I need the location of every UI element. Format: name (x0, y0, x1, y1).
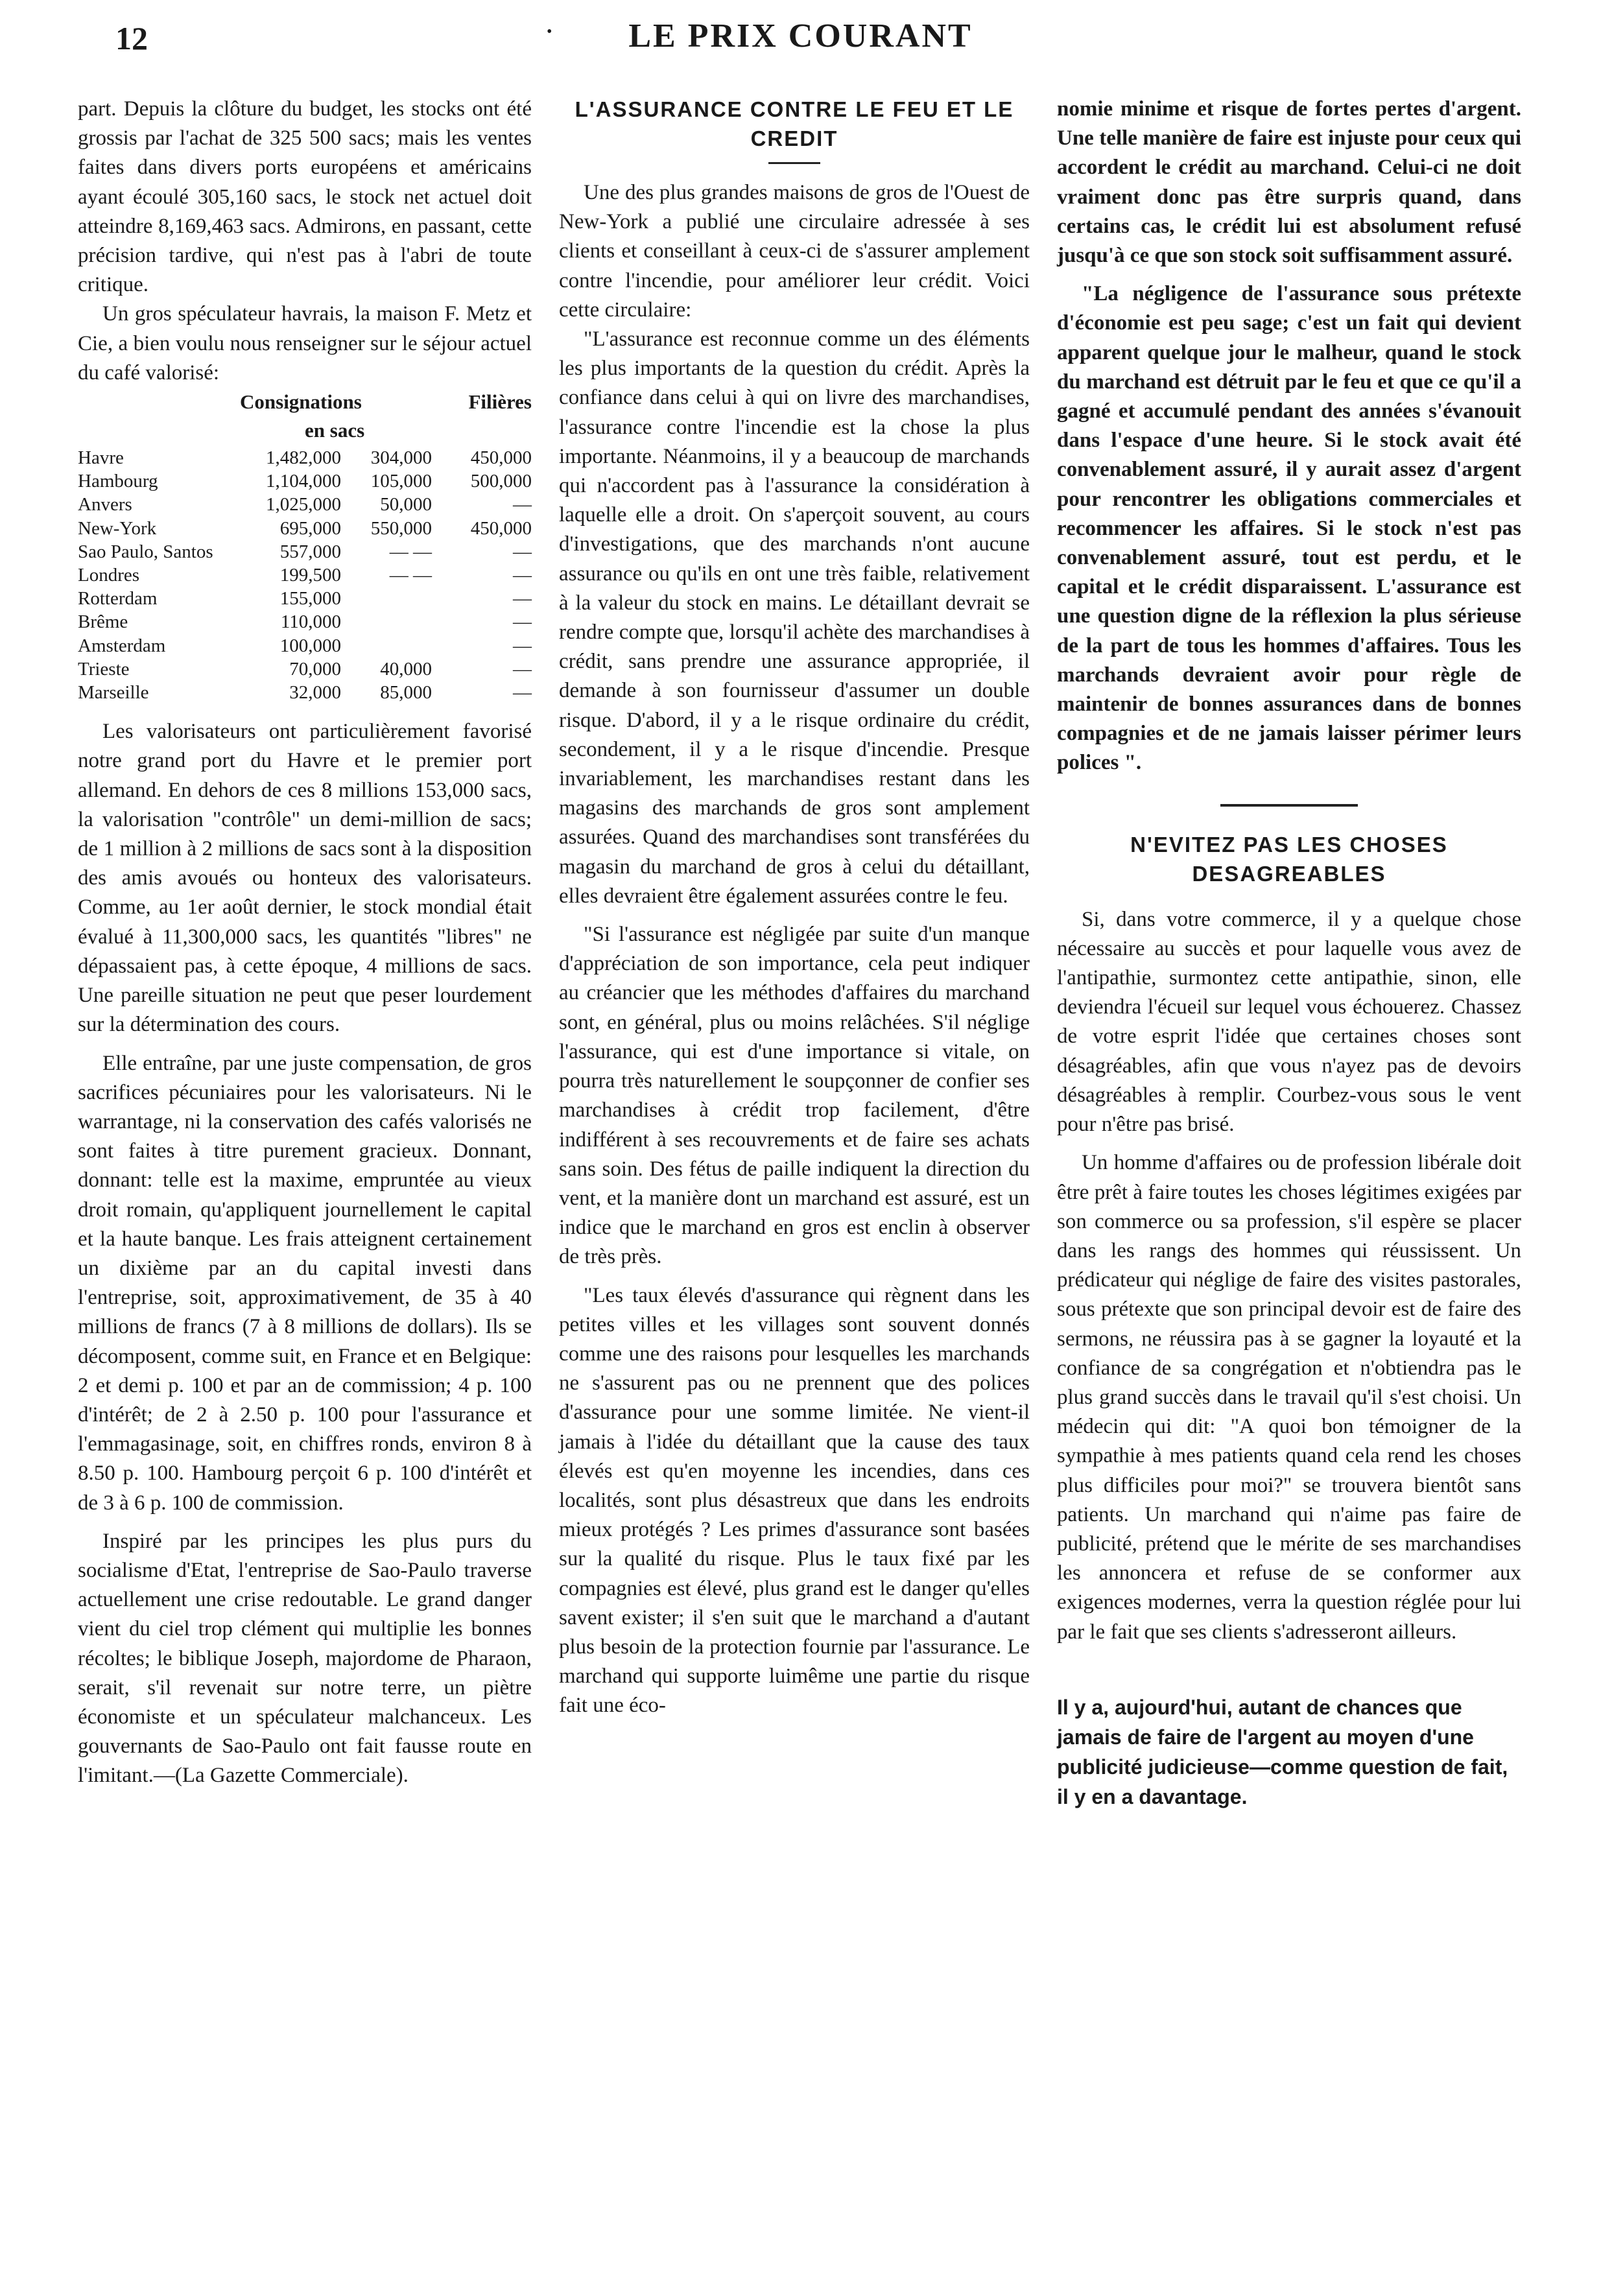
table-cell-filieres: — (513, 611, 532, 633)
table-cell-place: Trieste (78, 658, 130, 680)
table-row (78, 469, 532, 493)
table-cell-secondary: 85,000 (380, 682, 432, 704)
coffee-stock-table (78, 446, 532, 704)
table-cell-consignations: 199,500 (279, 565, 341, 586)
table-cell-filieres: — (513, 565, 532, 586)
table-cell-place: Anvers (78, 494, 132, 515)
table-cell-secondary (341, 610, 432, 633)
table-cell-consignations: 70,000 (289, 658, 341, 680)
header-dot: • (547, 23, 552, 40)
table-header-consignations-unit: en sacs (305, 419, 365, 442)
table-cell-filieres: — (513, 635, 532, 656)
table-cell-filieres: 500,000 (470, 471, 532, 492)
col1-paragraph-2: Un gros spéculateur havrais, la maison F. Metz et Cie, a bien voulu nous renseigner sur le séjour actuel du café valorisé: (78, 302, 532, 385)
table-cell-secondary (341, 634, 432, 657)
table-cell-place: Havre (78, 447, 124, 469)
title-rule (768, 162, 820, 164)
table-cell-place: Sao Paulo, Santos (78, 541, 213, 562)
table-cell-filieres: — (513, 658, 532, 680)
table-cell-consignations: 695,000 (279, 517, 341, 539)
col2-paragraph-3: "Si l'assurance est négligée par suite d'un manque d'appréciation de son importance, cela peut indiquer au créancier que les méthodes d'affaires du marchand sont, en général, plus ou moins relâchées. S'il néglige l'assurance, qui est d'une importance si vitale, on pourra très naturellement le soupçonner de confier ses marchandises à crédit trop facilement, d'être indifférent à ses recouvrements et de faire ses achats sans soin. Des fétus de paille indiquent la direction du vent, et la manière dont un marchand est assuré, est un indice que le marchand en gros est enclin à observer de très près. (559, 923, 1030, 1269)
table-row (78, 517, 532, 540)
table-cell-consignations: 1,482,000 (266, 447, 341, 469)
table-cell-place: Amsterdam (78, 635, 166, 656)
table-cell-secondary: 550,000 (370, 517, 432, 539)
table-row (78, 681, 532, 704)
article-separator (1220, 804, 1358, 807)
col1-paragraph-4: Elle entraîne, par une juste compensation, de gros sacrifices pécuniaires pour les valorisateurs. Ni le warrantage, ni la conservation des cafés valorisés ne sont faites à titre purement gracieux. Donnant, donnant: telle est la maxime, empruntée au vieux droit romain, qu'appliquent journellement le capital et la haute banque. Les frais atteignent certainement un dixième par an du capital investi dans l'entreprise, soit, approximativement, de 35 à 40 millions de francs (7 à 8 millions de dollars). Ils se décomposent, comme suit, en France et en Belgique: 2 et demi p. 100 et par an de commission; 4 p. 100 d'intérêt; de 2 à 2.50 p. 100 pour l'assurance et l'emmagasinage, soit, en chiffres ronds, environ 8 à 8.50 p. 100. Hambourg perçoit 6 p. 100 d'intérêt et de 3 à 6 p. 100 de commission. (78, 1051, 532, 1515)
table-cell-filieres: — (513, 588, 532, 610)
table-row (78, 563, 532, 587)
table-row (78, 587, 532, 610)
table-header-filieres: Filières (468, 390, 532, 414)
table-cell-secondary: 40,000 (380, 658, 432, 680)
col1-paragraph-5: Inspiré par les principes les plus purs du socialisme d'Etat, l'entreprise de Sao-Paulo traverse actuellement une crise redoutable. Le grand danger vient du ciel trop clément qui multiplie les bonnes récoltes; le biblique Joseph, majordome de Pharaon, serait, s'il revenait sur notre terre, un piètre économiste et un spéculateur malchanceux. Les gouvernants de Sao-Paulo ont fait fausse route en l'imitant.—(La Gazette Commerciale). (78, 1529, 532, 1788)
table-cell-filieres: — (513, 682, 532, 704)
table-cell-secondary (341, 587, 432, 610)
table-cell-consignations: 32,000 (289, 682, 341, 704)
table-cell-secondary: 50,000 (380, 494, 432, 515)
table-cell-place: Marseille (78, 682, 149, 704)
table-cell-filieres: — (513, 494, 532, 515)
table-cell-place: Brême (78, 611, 128, 633)
col1-paragraph-1: part. Depuis la clôture du budget, les stocks ont été grossis par l'achat de 325 500 sacs; mais les ventes faites dans divers ports européens et américains ayant écoulé 305,160 sacs, le stock net actuel doit atteindre 8,169,463 sacs. Admirons, en passant, cette précision tardive, qui n'est pas à l'abri de toute critique. (78, 97, 532, 297)
table-cell-secondary: — — (389, 565, 432, 586)
column-2 (559, 95, 1030, 1721)
table-cell-consignations: 100,000 (279, 635, 341, 656)
table-cell-place: New-York (78, 517, 157, 539)
col3-paragraph-4: Un homme d'affaires ou de profession libérale doit être prêt à faire toutes les choses légitimes exigées par son commerce ou sa profession, s'il espère se placer dans les rangs des hommes qui réussissent. Un prédicateur qui néglige de faire des visites pastorales, sous prétexte que son principal devoir est de faire des sermons, ne réussira pas à se gagner la loyauté et la confiance de sa congrégation et n'obtiendra pas le plus grand succès dans le travail qu'il s'est choisi. Un médecin qui dit: "A quoi bon témoigner de la sympathie à mes patients quand cela rend les choses plus difficiles pour moi?" se trouvera bientôt sans patients. Un marchand qui n'aime pas faire de publicité, prétend que le mérite de ses marchandises les annoncera et refuse de se conformer aux exigences modernes, verra la question réglée pour lui par le fait que ses clients s'adresseront ailleurs. (1057, 1151, 1521, 1644)
col2-paragraph-2: "L'assurance est reconnue comme un des éléments les plus importants de la question du crédit. Après la confiance dans celui à qui on livre des marchandises, l'assurance contre l'incendie est la chose la plus importante. Néanmoins, il y a beaucoup de marchands qui n'accordent pas à l'assurance la considération à laquelle elle a droit. On s'aperçoit souvent, au cours d'investigations, que des marchands n'ont aucune assurance ou qu'ils en ont une très faible, relativement à la valeur du stock en mains. Le détaillant devrait se rendre compte que, lorsqu'il achète des marchandises à crédit, sans prendre une assurance appropriée, il demande à son fournisseur d'assumer un double risque. D'abord, il y a le risque ordinaire du crédit, secondement, il y a le risque d'incendie. Presque invariablement, les marchandises restant dans les magasins des marchands de gros sont amplement assurées. Quand des marchandises sont transférées du magasin du marchand de gros à celui du détaillant, elles devraient être également assurées contre le feu. (559, 327, 1030, 908)
col3-paragraph-2: "La négligence de l'assurance sous prétexte d'économie est peu sage; c'est un fait qui devient apparent quelque jour le malheur, quand le stock du marchand est détruit par le feu et que ce qu'il a gagné et accumulé pendant des années s'évanouit dans l'espace d'une heure. Si le stock avait été convenablement assuré, il y aurait assez d'argent pour rencontrer les obligations commerciales et recommencer les affaires. Si le stock n'est pas convenablement assuré, tout est perdu, et le capital et le crédit disparaissent. L'assurance est une question digne de la réflexion la plus sérieuse de la part de tous les hommes d'affaires. Tous les marchands devraient avoir pour règle de maintenir de bonnes assurances dans de bonnes compagnies et de ne jamais laisser périmer leurs polices ". (1057, 282, 1521, 775)
table-cell-consignations: 155,000 (279, 588, 341, 610)
table-cell-filieres: 450,000 (470, 447, 532, 469)
publicity-note: Il y a, aujourd'hui, autant de chances que jamais de faire de l'argent au moyen d'une publicité judicieuse—comme question de fait, il y en a davantage. (1057, 1695, 1508, 1808)
table-cell-secondary: — — (389, 541, 432, 562)
table-cell-place: Hambourg (78, 471, 158, 492)
col2-paragraph-1: Une des plus grandes maisons de gros de l'Ouest de New-York a publié une circulaire adressée à ses clients et conseillant à ceux-ci de s'assurer amplement contre l'incendie, pour améliorer leur crédit. Voici cette circulaire: (559, 181, 1030, 322)
table-cell-filieres: 450,000 (470, 517, 532, 539)
coffee-table-header (78, 388, 532, 445)
page-number: 12 (115, 20, 148, 56)
table-cell-secondary: 105,000 (370, 471, 432, 492)
table-cell-secondary: 304,000 (370, 447, 432, 469)
table-row (78, 540, 532, 563)
col3-paragraph-1: nomie minime et risque de fortes pertes d'argent. Une telle manière de faire est injuste pour ceux qui accordent le crédit au marchand. Celui-ci ne doit vraiment donc pas être surpris quand, dans certains cas, le crédit lui est absolument refusé jusqu'à ce que son stock soit suffisamment assuré. (1057, 97, 1521, 268)
article-title-choses-desagreables: N'EVITEZ PAS LES CHOSES DESAGREABLES (1130, 832, 1448, 886)
table-cell-place: Rotterdam (78, 588, 158, 610)
table-cell-consignations: 1,025,000 (266, 494, 341, 515)
table-cell-consignations: 1,104,000 (266, 471, 341, 492)
journal-title: LE PRIX COURANT (628, 18, 973, 54)
col2-paragraph-4: "Les taux élevés d'assurance qui règnent dans les petites villes et les villages sont souvent donnés comme une des raisons pour lesquelles les marchands ne s'assurent pas ou ne prennent que des polices d'assurance pour une somme limitée. Ne vient-il jamais à l'idée du détaillant que la cause des taux élevés est qu'en moyenne les incendies, dans ces localités, sont plus désastreux que dans les endroits mieux protégés ? Les primes d'assurance sont basées sur la qualité du risque. Plus le taux fixé par les compagnies est élevé, plus grand est le danger qu'elles savent exister; il s'en suit que le marchand a d'autant plus besoin de la protection fournie par l'assurance. Le marchand qui supporte luimême une partie du risque fait une éco- (559, 1283, 1030, 1718)
table-cell-filieres: — (513, 541, 532, 562)
table-row (78, 446, 532, 469)
table-header-consignations: Consignations (240, 390, 362, 414)
column-3 (1057, 95, 1521, 1812)
table-cell-consignations: 557,000 (279, 541, 341, 562)
table-row (78, 493, 532, 516)
table-row (78, 634, 532, 657)
col1-paragraph-3: Les valorisateurs ont particulièrement favorisé notre grand port du Havre et le premier port allemand. En dehors de ces 8 millions 153,000 sacs, la valorisation "contrôle" un demi-million de sacs; de 1 million à 2 millions de sacs sont à la disposition des amis avoués ou honteux des valorisateurs. Comme, au 1er août dernier, le stock mondial était évalué à 11,300,000 sacs, les quantités "libres" ne dépassaient pas, à cette époque, 4 millions de sacs. Une pareille situation ne peut que peser lourdement sur la détermination des cours. (78, 720, 532, 1037)
column-1 (78, 95, 532, 1791)
article-title-assurance: L'ASSURANCE CONTRE LE FEU ET LE CREDIT (575, 97, 1014, 150)
col3-paragraph-3: Si, dans votre commerce, il y a quelque chose nécessaire au succès et pour laquelle vous avez de l'antipathie, surmontez cette antipathie, sinon, elle deviendra l'écueil sur lequel vous échouerez. Chassez de votre esprit l'idée que certaines choses sont désagréables, afin que vous n'ayez pas de devoirs désagréables à remplir. Courbez-vous sous le vent pour n'être pas brisé. (1057, 907, 1521, 1137)
table-row (78, 610, 532, 633)
table-cell-place: Londres (78, 565, 140, 586)
table-row (78, 657, 532, 681)
table-cell-consignations: 110,000 (280, 611, 341, 633)
